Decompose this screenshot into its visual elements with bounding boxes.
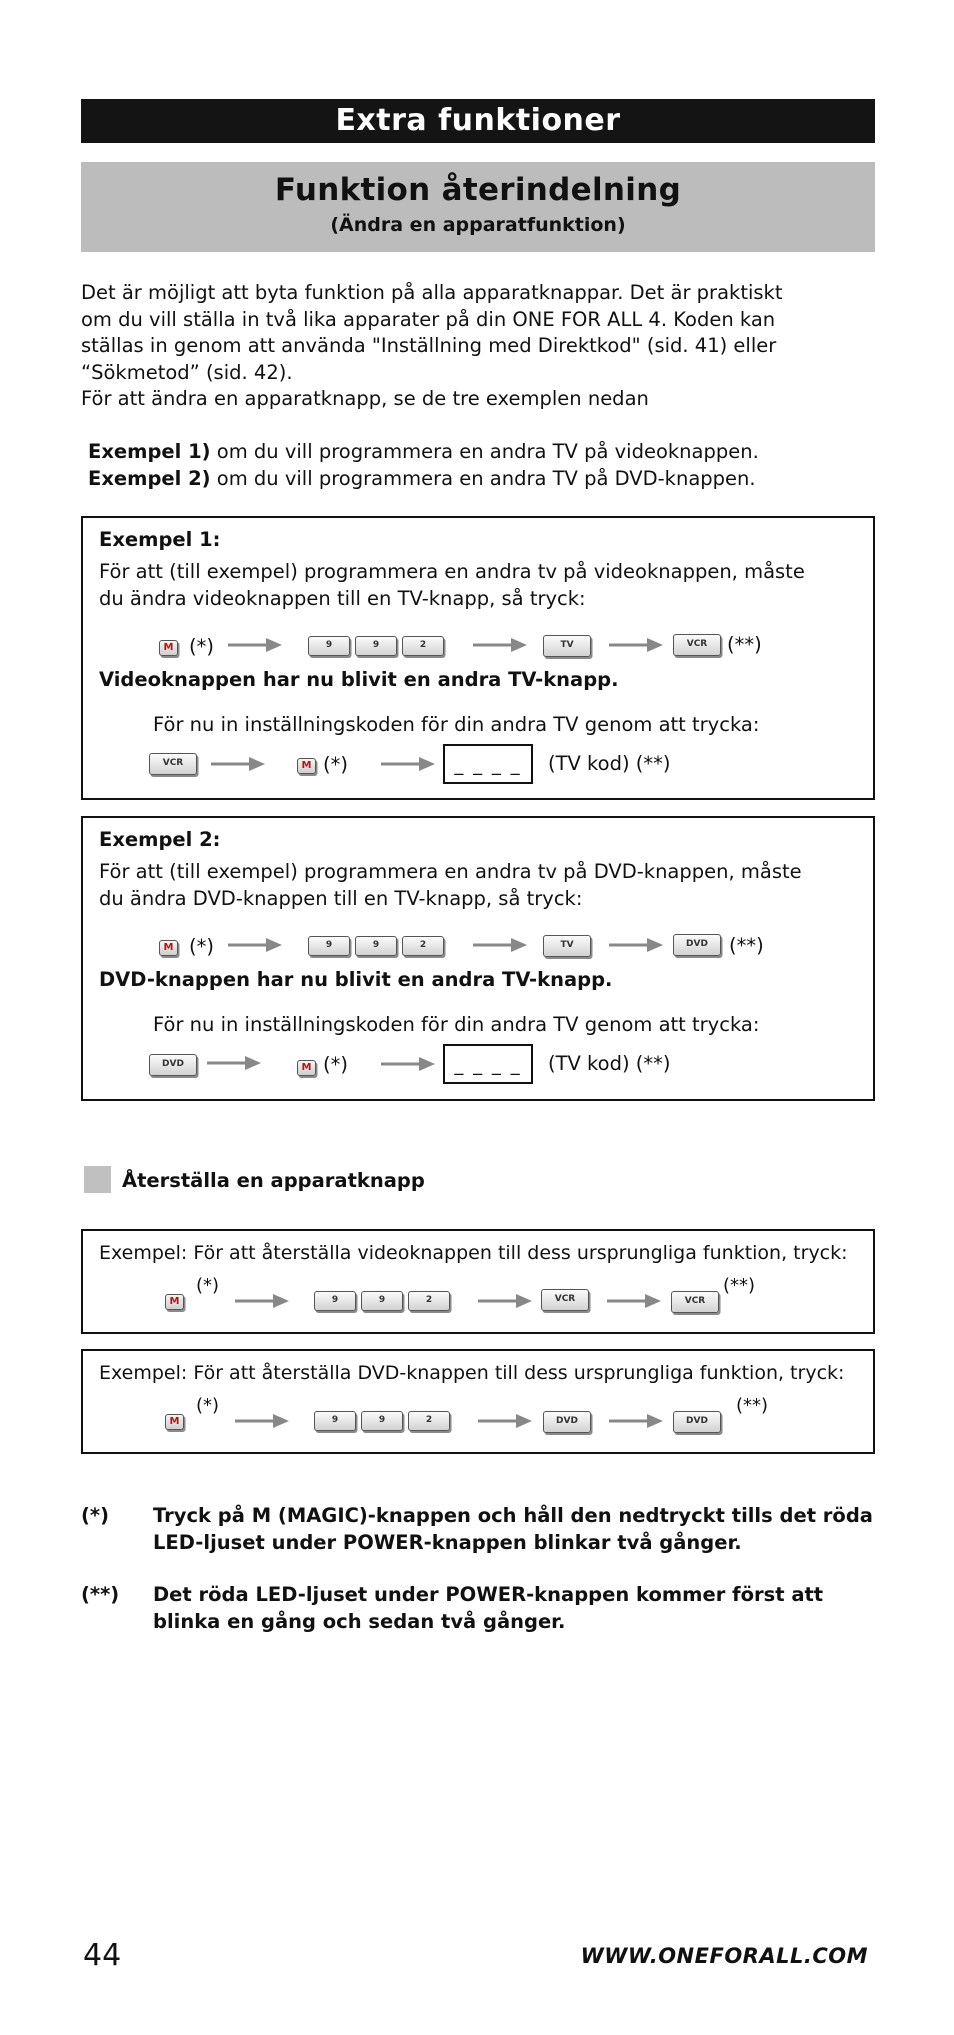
star-note: (*) bbox=[323, 1053, 348, 1076]
footnote-star bbox=[81, 1502, 881, 1558]
arrow-icon bbox=[207, 1053, 261, 1073]
arrow-icon bbox=[478, 1411, 532, 1431]
example-1-box bbox=[81, 516, 875, 800]
intro-line: om du vill ställa in två lika apparater på din ONE FOR ALL 4. Koden kan bbox=[81, 307, 776, 331]
nine-key-icon: 9 bbox=[314, 1291, 356, 1311]
gray-square-icon bbox=[84, 1166, 111, 1193]
magic-key-icon: M bbox=[165, 1414, 184, 1430]
star-note: (*) bbox=[189, 935, 214, 958]
tv-code-label: (TV kod) (**) bbox=[548, 1052, 671, 1075]
nine-key-icon: 9 bbox=[308, 936, 350, 956]
vcr-key-icon: VCR bbox=[671, 1291, 719, 1313]
star-note: (*) bbox=[196, 1395, 220, 1416]
page-subtitle: (Ändra en apparatfunktion) bbox=[330, 214, 626, 236]
intro-line: ställas in genom att använda "Inställning med Direktkod" (sid. 41) eller bbox=[81, 334, 777, 357]
page-number: 44 bbox=[83, 1938, 122, 1973]
magic-key-icon: M bbox=[159, 640, 178, 656]
example-2-result: DVD-knappen har nu blivit en andra TV-knapp. bbox=[99, 968, 613, 991]
summary-example-2-label: Exempel 2) bbox=[88, 467, 211, 490]
magic-key-icon: M bbox=[159, 940, 178, 956]
arrow-icon bbox=[228, 935, 282, 955]
example-1-result: Videoknappen har nu blivit en andra TV-knapp. bbox=[99, 668, 619, 691]
example-1-line-2: du ändra videoknappen till en TV-knapp, så tryck: bbox=[99, 587, 586, 610]
two-key-icon: 2 bbox=[402, 936, 444, 956]
intro-line: Det är möjligt att byta funktion på alla apparatknappar. Det är praktiskt bbox=[81, 281, 783, 304]
nine-key-icon: 9 bbox=[355, 636, 397, 656]
reset-vcr-text: Exempel: För att återställa videoknappen till dess ursprungliga funktion, tryck: bbox=[99, 1242, 848, 1264]
footnote-mark: (**) bbox=[81, 1583, 120, 1606]
title-box bbox=[81, 162, 875, 252]
two-key-icon: 2 bbox=[408, 1291, 450, 1311]
summary-example-2 bbox=[88, 465, 759, 492]
section-header-bar bbox=[81, 99, 875, 143]
dvd-key-icon: DVD bbox=[673, 1411, 721, 1433]
footnote-mark: (*) bbox=[81, 1504, 110, 1527]
nine-key-icon: 9 bbox=[314, 1411, 356, 1431]
tv-code-label: (TV kod) (**) bbox=[548, 752, 671, 775]
example-2-line-1: För att (till exempel) programmera en andra tv på DVD-knappen, måste bbox=[99, 860, 802, 883]
summary-example-1-label: Exempel 1) bbox=[88, 440, 211, 463]
nine-key-icon: 9 bbox=[361, 1291, 403, 1311]
arrow-icon bbox=[609, 1411, 663, 1431]
vcr-key-icon: VCR bbox=[149, 753, 197, 775]
summary-example-2-text: om du vill programmera en andra TV på DVD-knappen. bbox=[210, 467, 756, 490]
reset-dvd-text: Exempel: För att återställa DVD-knappen till dess ursprungliga funktion, tryck: bbox=[99, 1362, 845, 1384]
summary-example-1-text: om du vill programmera en andra TV på videoknappen. bbox=[210, 440, 759, 463]
intro-line: “Sökmetod” (sid. 42). bbox=[81, 360, 293, 384]
header-title: Extra funktioner bbox=[335, 103, 621, 138]
star-note: (*) bbox=[323, 753, 348, 776]
double-star-note: (**) bbox=[736, 1395, 769, 1416]
arrow-icon bbox=[478, 1291, 532, 1311]
two-key-icon: 2 bbox=[402, 636, 444, 656]
dvd-key-icon: DVD bbox=[149, 1054, 197, 1076]
footnote-text: Det röda LED-ljuset under POWER-knappen kommer först att blinka en gång och sedan två gånger. bbox=[153, 1583, 824, 1633]
tv-code-entry-box: _ _ _ _ bbox=[443, 1044, 533, 1084]
arrow-icon bbox=[609, 635, 663, 655]
nine-key-icon: 9 bbox=[361, 1411, 403, 1431]
arrow-icon bbox=[473, 635, 527, 655]
vcr-key-icon: VCR bbox=[541, 1289, 589, 1311]
arrow-icon bbox=[609, 935, 663, 955]
tv-code-entry-box: _ _ _ _ bbox=[443, 744, 533, 784]
reset-vcr-box bbox=[81, 1229, 875, 1334]
arrow-icon bbox=[211, 754, 265, 774]
tv-key-icon: TV bbox=[543, 635, 591, 657]
summary-example-1 bbox=[88, 438, 759, 465]
footnote-text: Tryck på M (MAGIC)-knappen och håll den nedtryckt tills det röda LED-ljuset under POWER-knappen blinkar två gånger. bbox=[153, 1504, 873, 1554]
double-star-note: (**) bbox=[727, 633, 762, 656]
reset-dvd-box bbox=[81, 1349, 875, 1454]
intro-line: För att ändra en apparatknapp, se de tre exemplen nedan bbox=[81, 387, 649, 410]
example-1-line-1: För att (till exempel) programmera en andra tv på videoknappen, måste bbox=[99, 560, 805, 583]
double-star-note: (**) bbox=[723, 1275, 756, 1296]
intro-paragraph bbox=[81, 280, 881, 413]
example-2-box bbox=[81, 816, 875, 1101]
nine-key-icon: 9 bbox=[355, 936, 397, 956]
example-1-instruction: För nu in inställningskoden för din andra TV genom att trycka: bbox=[153, 713, 760, 736]
tv-key-icon: TV bbox=[543, 935, 591, 957]
magic-key-icon: M bbox=[165, 1294, 184, 1310]
arrow-icon bbox=[381, 1054, 435, 1074]
dvd-key-icon: DVD bbox=[543, 1411, 591, 1433]
reset-section-title: Återställa en apparatknapp bbox=[122, 1169, 425, 1192]
nine-key-icon: 9 bbox=[308, 636, 350, 656]
arrow-icon bbox=[607, 1291, 661, 1311]
example-2-title: Exempel 2: bbox=[99, 828, 221, 851]
dvd-key-icon: DVD bbox=[673, 934, 721, 956]
star-note: (*) bbox=[189, 635, 214, 658]
arrow-icon bbox=[381, 754, 435, 774]
examples-summary bbox=[88, 438, 759, 492]
example-1-title: Exempel 1: bbox=[99, 528, 221, 551]
website-link[interactable]: WWW.ONEFORALL.COM bbox=[580, 1944, 868, 1968]
arrow-icon bbox=[228, 635, 282, 655]
vcr-key-icon: VCR bbox=[673, 634, 721, 656]
double-star-note: (**) bbox=[729, 934, 764, 957]
arrow-icon bbox=[235, 1291, 289, 1311]
page-title: Funktion återindelning bbox=[274, 172, 682, 208]
arrow-icon bbox=[235, 1411, 289, 1431]
footnote-double-star bbox=[81, 1581, 881, 1637]
arrow-icon bbox=[473, 935, 527, 955]
two-key-icon: 2 bbox=[408, 1411, 450, 1431]
example-2-line-2: du ändra DVD-knappen till en TV-knapp, så tryck: bbox=[99, 887, 583, 910]
magic-key-icon: M bbox=[297, 1060, 316, 1076]
star-note: (*) bbox=[196, 1275, 220, 1296]
magic-key-icon: M bbox=[297, 758, 316, 774]
example-2-instruction: För nu in inställningskoden för din andra TV genom att trycka: bbox=[153, 1013, 760, 1036]
